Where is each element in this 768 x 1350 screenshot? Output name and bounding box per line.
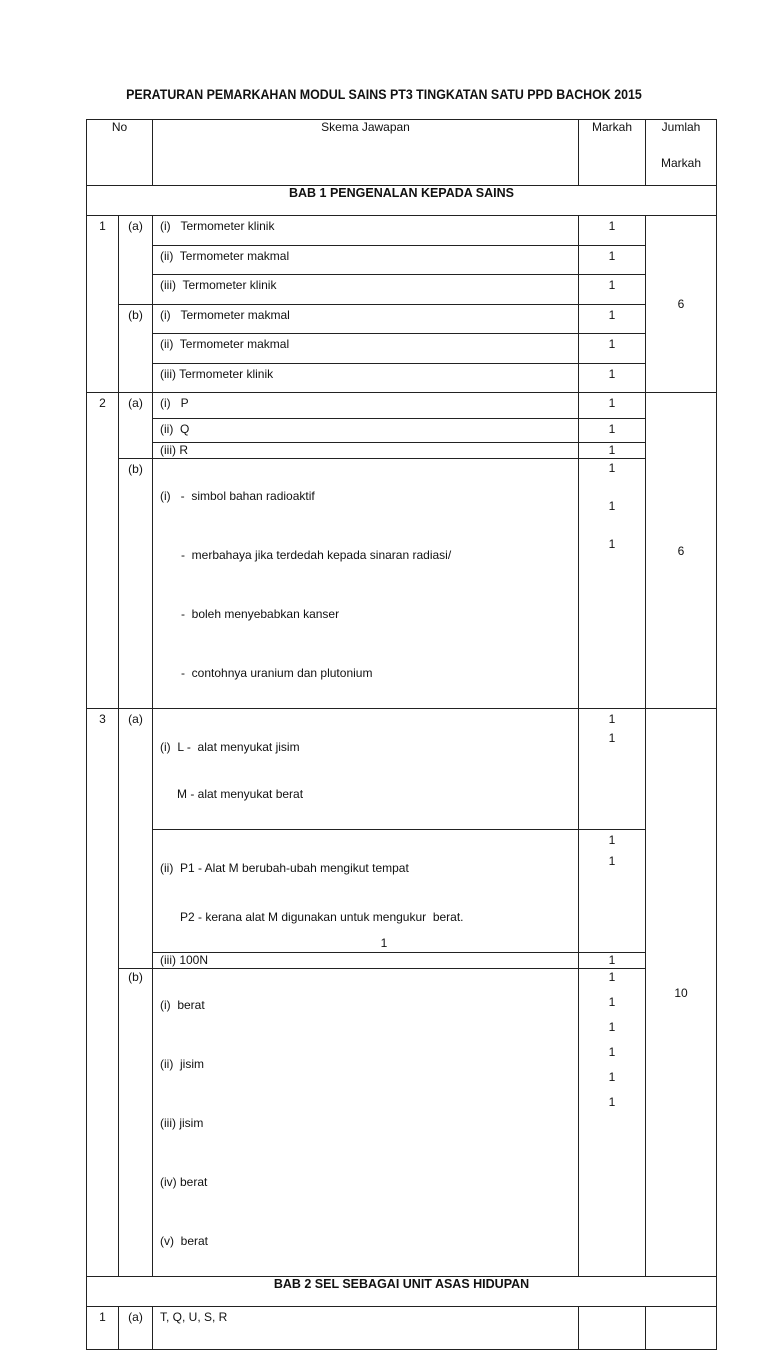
mark-value: 1 [608,731,616,745]
mark-value: 1 [608,833,616,847]
section-title-bab1: BAB 1 PENGENALAN KEPADA SAINS [87,186,717,216]
answer-line: (iv) berat [160,1175,208,1189]
table-row [87,246,717,275]
mark-cell [579,709,646,830]
table-row [87,969,717,1277]
header-skema: Skema Jawapan [153,120,579,186]
section-row [87,186,717,216]
mark-cell: 1 [579,246,646,275]
answer-line: - merbahaya jika terdedah kepada sinaran radiasi/ [181,548,452,562]
header-jumlah [646,120,717,186]
total-mark-cell: 6 [646,216,717,393]
table-header-row [87,120,717,186]
mark-cell: 1 [579,364,646,393]
mark-cell [579,969,646,1277]
total-mark-cell: 6 [646,393,717,709]
mark-cell: 1 [579,393,646,419]
mark-cell: 1 [579,216,646,246]
table-row [87,459,717,709]
part-label: (a) [119,709,153,969]
question-number: 3 [87,709,119,1277]
document-title: PERATURAN PEMARKAHAN MODUL SAINS PT3 TINGKATAN SATU PPD BACHOK 2015 [126,87,642,102]
answer-line: (i) berat [160,998,205,1012]
mark-value: 1 [608,854,616,868]
table-row [87,305,717,334]
mark-cell: 1 [579,953,646,969]
mark-value: 1 [608,1070,616,1084]
mark-cell: 1 [579,275,646,305]
question-number: 1 [87,216,119,393]
answer-line: P2 - kerana alat M digunakan untuk mengukur berat. [180,910,464,924]
part-label: (b) [119,459,153,709]
table-row [87,953,717,969]
mark-cell [579,459,646,709]
header-jumlah-line1: Jumlah [661,120,701,134]
answer-cell: (i) Termometer makmal [153,305,579,334]
page-number: 1 [380,936,388,950]
section-row [87,1277,717,1307]
part-label: (a) [119,216,153,305]
mark-cell [579,830,646,953]
answer-cell [153,830,579,953]
part-label: (a) [119,393,153,459]
mark-value: 1 [608,461,616,475]
mark-value: 1 [608,499,616,513]
answer-cell: (ii) Q [153,419,579,443]
answer-cell: (iii) R [153,443,579,459]
answer-line: (iii) jisim [160,1116,204,1130]
total-mark-cell: 10 [646,709,717,1277]
table-row [87,443,717,459]
answer-line: M - alat menyukat berat [177,787,304,801]
answer-cell: T, Q, U, S, R [153,1307,579,1350]
marking-scheme-table [86,119,717,1350]
answer-line: (v) berat [160,1234,209,1248]
answer-cell [153,709,579,830]
mark-cell: 1 [579,419,646,443]
answer-cell: (iii) Termometer klinik [153,364,579,393]
mark-cell: 1 [579,443,646,459]
answer-cell: (i) P [153,393,579,419]
table-row [87,275,717,305]
total-mark-cell [646,1307,717,1350]
table-row [87,1307,717,1350]
table-row [87,393,717,419]
answer-cell: (iii) Termometer klinik [153,275,579,305]
answer-cell [153,459,579,709]
answer-line: - contohnya uranium dan plutonium [181,666,373,680]
mark-cell: 1 [579,305,646,334]
answer-line: (ii) jisim [160,1057,204,1071]
mark-value: 1 [608,537,616,551]
table-row [87,709,717,830]
answer-line: (ii) P1 - Alat M berubah-ubah mengikut tempat [160,861,409,875]
answer-cell: (iii) 100N [153,953,579,969]
mark-cell: 1 [579,334,646,364]
mark-value: 1 [608,1095,616,1109]
question-number: 2 [87,393,119,709]
question-number: 1 [87,1307,119,1350]
header-jumlah-line2: Markah [660,156,701,170]
section-title-bab2: BAB 2 SEL SEBAGAI UNIT ASAS HIDUPAN [87,1277,717,1307]
mark-value: 1 [608,995,616,1009]
mark-value: 1 [608,1045,616,1059]
header-markah: Markah [579,120,646,186]
part-label: (b) [119,969,153,1277]
mark-value: 1 [608,712,616,726]
table-row [87,419,717,443]
answer-cell: (i) Termometer klinik [153,216,579,246]
answer-line: (i) L - alat menyukat jisim [160,740,300,754]
answer-cell [153,969,579,1277]
table-row [87,334,717,364]
table-row [87,830,717,953]
answer-cell: (ii) Termometer makmal [153,334,579,364]
table-row [87,216,717,246]
answer-line: (i) - simbol bahan radioaktif [160,489,315,503]
answer-line: - boleh menyebabkan kanser [181,607,340,621]
table-row [87,364,717,393]
mark-value: 1 [608,1020,616,1034]
part-label: (b) [119,305,153,393]
part-label: (a) [119,1307,153,1350]
mark-value: 1 [608,970,616,984]
mark-cell [579,1307,646,1350]
header-no: No [87,120,153,186]
answer-cell: (ii) Termometer makmal [153,246,579,275]
